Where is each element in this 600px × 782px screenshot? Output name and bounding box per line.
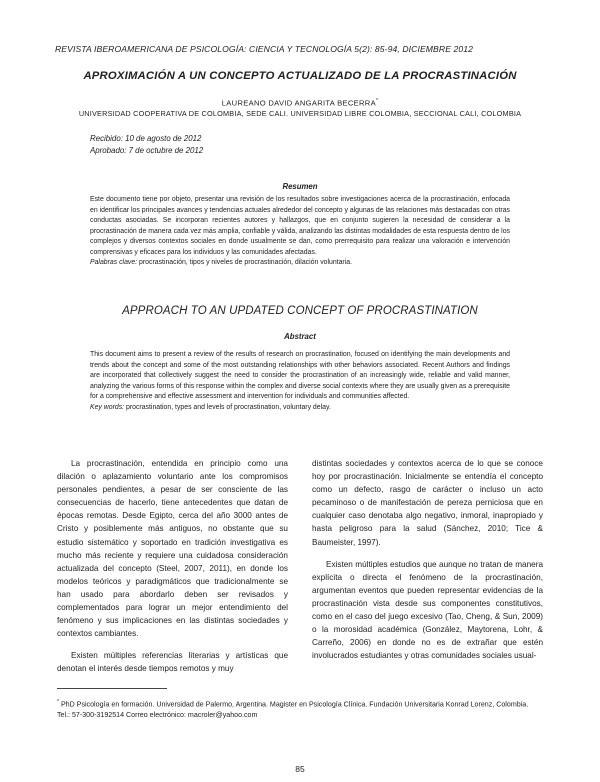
palabras-clave: procrastinación, tipos y niveles de procrastinación, dilación voluntaria. (139, 259, 353, 266)
abstract-block (90, 350, 510, 413)
journal-header: REVISTA IBEROAMERICANA DE PSICOLOGÍA: CIENCIA Y TECNOLOGÍA 5(2): 85-94, DICIEMBRE 2012 (55, 44, 474, 54)
footnote (57, 697, 543, 720)
author-name: LAUREANO DAVID ANGARITA BECERRA (221, 98, 376, 108)
key-words: procrastination, types and levels of procrastination, voluntary delay. (126, 403, 331, 411)
received-date: Recibido: 10 de agosto de 2012 (90, 134, 202, 143)
author-footnote-mark: * (375, 98, 379, 104)
author-line (40, 98, 560, 108)
body-paragraph: Existen múltiples estudios que aunque no tratan de manera explícita o directa el fenómeno de la procrastinación, argumentan eventos que pueden representar evidencias de la procrastinación vista desde sus componentes constitutivos, como en el caso del juego excesivo (Tao, Cheng, & Sun, 2009) o la morosidad académica (González, Maytorena, Lohr, & Carreño, 2006) en donde no es de extrañar que estén involucrados estudiantes y otras comunidades sociales usual- (312, 559, 543, 661)
body-paragraph: distintas sociedades y contextos acerca de lo que se conoce hoy por procrastinación. Inicialmente se entendía el concepto como un defecto, rasgo de carácter o incluso un acto pecaminoso o de manifestación de pereza perniciosa que en cualquier caso denotaba algo negativo, inmoral, inapropiado y hasta peligroso para la salud (Sánchez, 2010; Tice & Baumeister, 1997). (312, 459, 543, 547)
abstract-body: This document aims to present a review of the results of research on procrastination, focused on identifying the main developments and trends about the concept and some of the most outstanding relationships with other behaviors associated. Recent Authors and findings are incorporated that collectively suggest the need to consider the procrastination of an increasingly wide, reliable and valid manner, analyzing the various forms of this response within the complex and diverse social contexts where they are usually given as a prerequisite for a comprehensive and effective assessment and intervention for individuals and communities affected. (90, 351, 510, 400)
body-column-left (57, 457, 288, 676)
approved-date: Aprobado: 7 de octubre de 2012 (90, 146, 204, 155)
key-words-label: Key words: (90, 403, 125, 411)
footnote-divider (57, 688, 167, 689)
body-column-right (312, 457, 543, 662)
body-paragraph: La procrastinación, entendida en principio como una dilación o aplazamiento voluntario ante los compromisos personales pendientes, a pesar de ser consciente de las consecuencias de hacerlo, tiene antecedentes que datan de épocas remotas. Desde Egipto, cerca del año 3000 antes de Cristo y posiblemente más antiguos, no obstante que su estudio sistemático y soportado en tradición investigativa es mucho más reciente y requiere una cuidadosa consideración actualizada del concepto (Steel, 2007, 2011), en donde los modelos teóricos y paradigmáticos que tradicionalmente se han usado para abordarlo deben ser revisados y complementados para lograr un mejor entendimiento del fenómeno y sus implicaciones en las distintas sociedades y contextos cambiantes. (57, 459, 288, 639)
resumen-block (90, 195, 510, 269)
resumen-heading: Resumen (282, 182, 318, 191)
abstract-heading: Abstract (284, 332, 316, 341)
footnote-mark: * (57, 699, 59, 705)
affiliation: UNIVERSIDAD COOPERATIVA DE COLOMBIA, SEDE CALI. UNIVERSIDAD LIBRE COLOMBIA, SECCIONAL CALI, COLOMBIA (78, 109, 522, 118)
article-title: APROXIMACIÓN A UN CONCEPTO ACTUALIZADO DE LA PROCRASTINACIÓN (83, 70, 517, 82)
palabras-clave-label: Palabras clave: (90, 259, 138, 266)
footnote-text: PhD Psicología en formación. Universidad de Palermo, Argentina. Magister en Psicología Clínica. Fundación Universitaria Konrad Lorenz, Colombia. Tel.: 57-300-3192514 Correo electrónico: macroler@yahoo.com (57, 700, 529, 719)
body-paragraph: Existen múltiples referencias literarias y artísticas que denotan el interés desde tiempos remotos y muy (57, 651, 288, 674)
resumen-body: Este documento tiene por objeto, presentar una revisión de los resultados sobre investigaciones acerca de la procrastinación, enfocada en identificar los principales avances y tendencias actuales alrededor del concepto y algunas de las relaciones más destacadas con otras conductas asociadas. Se incorporan recientes autores y hallazgos, que en conjunto sugieren la necesidad de considerar a la procrastinación de manera cada vez más amplia, confiable y válida, analizando las distintas modalidades de esta respuesta dentro de los complejos y diversos contextos sociales en donde usualmente se dan, como prerrequisito para realizar una valoración e intervención comprensivas y eficaces para los individuos y las comunidades afectadas. (90, 196, 510, 256)
page-number: 85 (295, 764, 305, 774)
english-title: APPROACH TO AN UPDATED CONCEPT OF PROCRASTINATION (122, 305, 478, 317)
